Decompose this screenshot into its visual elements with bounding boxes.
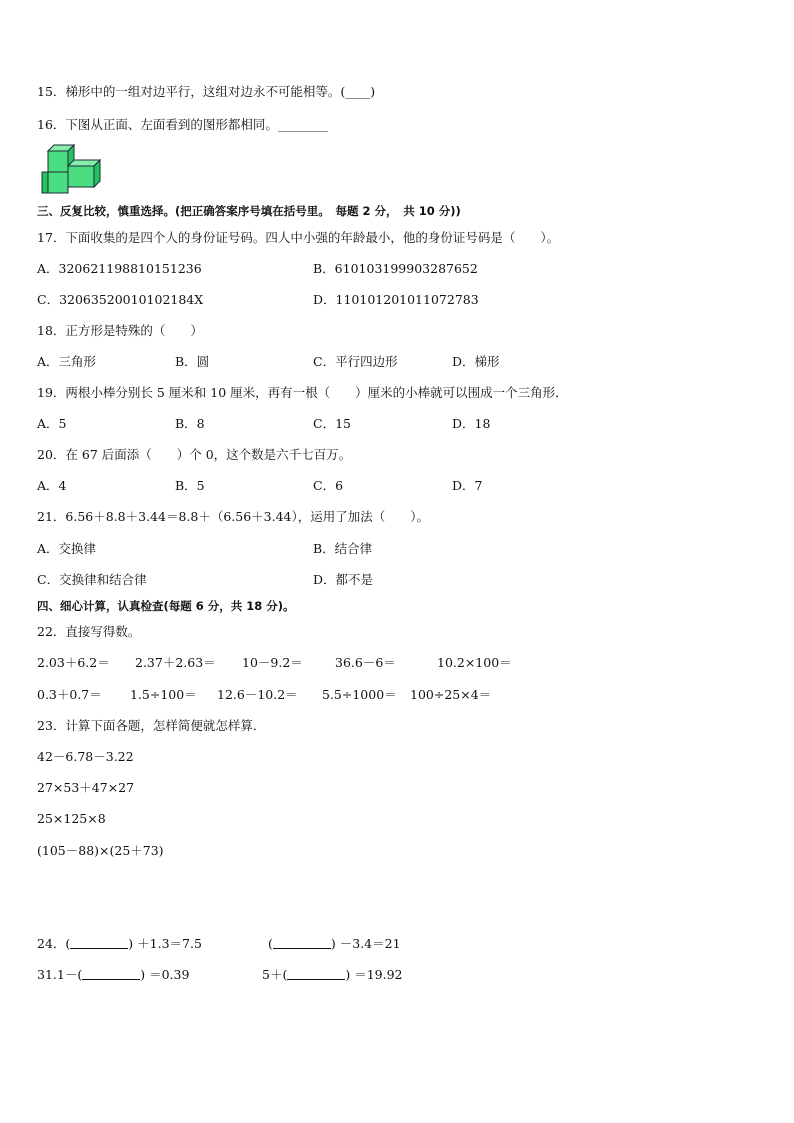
question-23: 23．计算下面各题，怎样简便就怎样算．	[37, 718, 266, 733]
q19-option-c: C．15	[313, 416, 351, 431]
q20-option-c: C．6	[313, 478, 344, 493]
q22-item: 0.3＋0.7＝	[37, 687, 102, 702]
answer-blank[interactable]	[287, 967, 345, 980]
q23-item: 42－6.78－3.22	[37, 749, 134, 764]
q18-option-a: A．三角形	[37, 354, 97, 369]
q17-option-b: B．610103199903287652	[313, 261, 478, 276]
cube-bottom-right-front	[68, 166, 94, 187]
question-21: 21．6.56＋8.8＋3.44＝8.8＋（6.56＋3.44），运用了加法（ ）。	[37, 509, 429, 524]
q22-item: 2.03＋6.2＝	[37, 655, 110, 670]
q23-item: 25×125×8	[37, 811, 106, 826]
q18-option-d: D．梯形	[452, 354, 500, 369]
q24-line1-right: ( ) －3.4＝21	[268, 936, 401, 951]
cube-figure	[40, 142, 104, 194]
question-17: 17．下面收集的是四个人的身份证号码。四人中小强的年龄最小，他的身份证号码是（ ）。	[37, 230, 560, 245]
cube-top-front	[48, 151, 68, 172]
q24-line2-left: 31.1－( ) ＝0.39	[37, 967, 190, 982]
answer-blank[interactable]	[82, 967, 140, 980]
q22-item: 1.5÷100＝	[130, 687, 197, 702]
q19-option-d: D．18	[452, 416, 491, 431]
q21-option-a: A．交换律	[37, 541, 97, 556]
q20-option-b: B．5	[175, 478, 205, 493]
q22-item: 5.5÷1000＝	[322, 687, 397, 702]
q22-item: 10－9.2＝	[242, 655, 303, 670]
q22-item: 12.6－10.2＝	[217, 687, 298, 702]
answer-blank[interactable]	[273, 936, 331, 949]
question-15: 15．梯形中的一组对边平行，这组对边永不可能相等。(____)	[37, 84, 376, 99]
q19-option-a: A．5	[37, 416, 67, 431]
q22-item: 10.2×100＝	[437, 655, 512, 670]
question-18: 18．正方形是特殊的（ ）	[37, 323, 203, 338]
q22-item: 2.37＋2.63＝	[135, 655, 216, 670]
cube-bottom-left-side	[42, 172, 48, 193]
q24-line1-left: 24．( ) ＋1.3＝7.5	[37, 936, 202, 951]
q21-option-c: C．交换律和结合律	[37, 572, 147, 587]
question-19: 19．两根小棒分别长 5 厘米和 10 厘米，再有一根（ ）厘米的小棒就可以围成一个三角形．	[37, 385, 568, 400]
q18-option-c: C．平行四边形	[313, 354, 398, 369]
q17-option-d: D．110101201011072783	[313, 292, 479, 307]
q17-option-c: C．32063520010102184X	[37, 292, 204, 307]
q18-option-b: B．圆	[175, 354, 210, 369]
q23-item: (105－88)×(25＋73)	[37, 843, 164, 858]
q24-line2-right: 5＋( ) ＝19.92	[262, 967, 403, 982]
q21-option-d: D．都不是	[313, 572, 374, 587]
question-16: 16．下图从正面、左面看到的图形都相同。________	[37, 117, 328, 132]
question-22: 22．直接写得数。	[37, 624, 141, 639]
q20-option-d: D．7	[452, 478, 483, 493]
q17-option-a: A．320621198810151236	[37, 261, 202, 276]
question-20: 20．在 67 后面添（ ）个 0，这个数是六千七百万。	[37, 447, 352, 462]
q20-option-a: A．4	[37, 478, 67, 493]
q21-option-b: B．结合律	[313, 541, 373, 556]
section-3-heading: 三、反复比较，慎重选择。(把正确答案序号填在括号里。 每题 2 分， 共 10 分))	[37, 204, 461, 218]
section-4-heading: 四、细心计算，认真检查(每题 6 分，共 18 分)。	[37, 599, 295, 613]
q22-item: 36.6－6＝	[335, 655, 396, 670]
q22-item: 100÷25×4＝	[410, 687, 492, 702]
q19-option-b: B．8	[175, 416, 205, 431]
answer-blank[interactable]	[70, 936, 128, 949]
q23-item: 27×53＋47×27	[37, 780, 135, 795]
